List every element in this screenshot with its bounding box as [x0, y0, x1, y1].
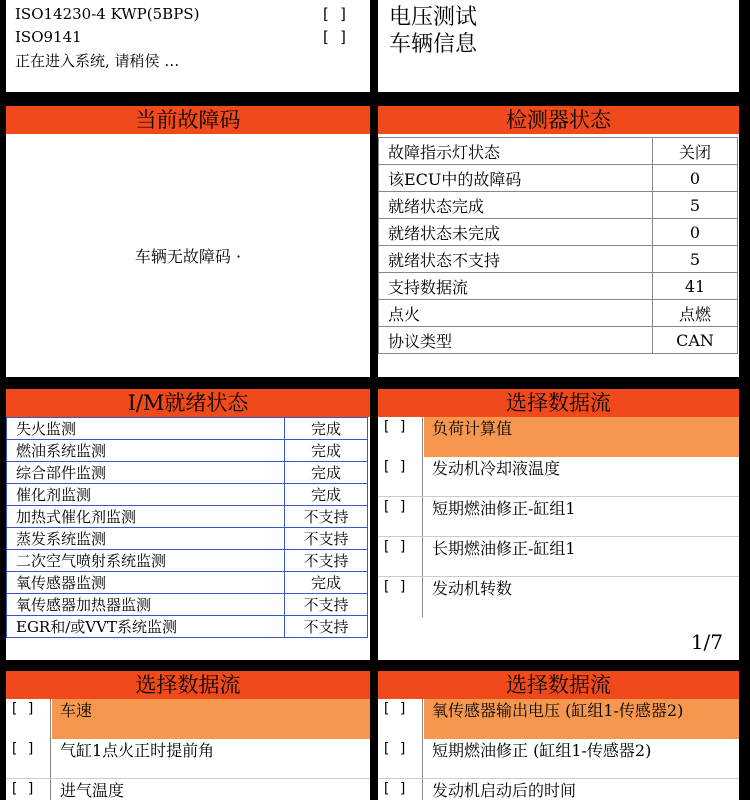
pid-label: 发动机启动后的时间: [432, 781, 577, 800]
divider: [50, 699, 51, 739]
list-item[interactable]: [378, 417, 739, 457]
monitor-status: 完成: [285, 418, 368, 440]
status-value: 0: [653, 165, 738, 192]
status-label: 点火: [379, 300, 653, 327]
pid-label: 短期燃油修正-缸组1: [432, 499, 576, 518]
table-row: [7, 528, 368, 550]
tester-status-panel: [378, 106, 739, 377]
page-indicator: 1/7: [690, 630, 723, 654]
monitor-status: 不支持: [285, 506, 368, 528]
divider: [422, 739, 423, 779]
status-label: 故障指示灯状态: [379, 138, 653, 165]
checkbox[interactable]: [ ]: [382, 741, 408, 757]
monitor-label: 二次空气喷射系统监测: [7, 550, 285, 572]
table-row: [7, 418, 368, 440]
monitor-label: EGR和/或VVT系统监测: [7, 616, 285, 638]
menu-item-voltage-test[interactable]: 电压测试: [389, 5, 478, 30]
table-row: [379, 327, 738, 354]
protocol-iso9141-checkbox[interactable]: [ ]: [320, 28, 348, 46]
monitor-label: 燃油系统监测: [7, 440, 285, 462]
status-label: 就绪状态完成: [379, 192, 653, 219]
checkbox[interactable]: [ ]: [10, 741, 36, 757]
monitor-status: 完成: [285, 462, 368, 484]
checkbox[interactable]: [ ]: [10, 701, 36, 717]
divider: [422, 497, 423, 537]
checkbox[interactable]: [ ]: [382, 701, 408, 717]
status-value: 0: [653, 219, 738, 246]
list-item[interactable]: [378, 779, 739, 800]
pid-label: 进气温度: [60, 781, 125, 800]
pid-label: 长期燃油修正-缸组1: [432, 539, 576, 558]
monitor-status: 完成: [285, 572, 368, 594]
im-readiness-title: I/M就绪状态: [6, 389, 370, 417]
im-readiness-panel: [6, 389, 370, 660]
divider: [422, 537, 423, 577]
table-row: [7, 550, 368, 572]
im-readiness-table: [6, 417, 368, 638]
current-dtc-title: 当前故障码: [6, 106, 370, 134]
list-item[interactable]: [378, 739, 739, 779]
table-row: [379, 273, 738, 300]
pid-label: 短期燃油修正 (缸组1-传感器2): [432, 741, 652, 760]
table-row: [7, 484, 368, 506]
table-row: [379, 138, 738, 165]
table-row: [379, 300, 738, 327]
data-stream-title: 选择数据流: [378, 671, 739, 699]
table-row: [7, 440, 368, 462]
monitor-label: 蒸发系统监测: [7, 528, 285, 550]
table-row: [379, 246, 738, 273]
connecting-status-text: 正在进入系统, 请稍侯 …: [15, 52, 180, 70]
monitor-label: 失火监测: [7, 418, 285, 440]
status-label: 就绪状态未完成: [379, 219, 653, 246]
protocol-kwp-checkbox[interactable]: [ ]: [320, 5, 348, 23]
divider: [422, 779, 423, 800]
divider: [422, 699, 423, 739]
checkbox[interactable]: [ ]: [382, 459, 408, 475]
table-row: [379, 219, 738, 246]
checkbox[interactable]: [ ]: [382, 419, 408, 435]
list-item[interactable]: [6, 699, 370, 739]
monitor-status: 不支持: [285, 550, 368, 572]
status-value: 5: [653, 246, 738, 273]
checkbox[interactable]: [ ]: [10, 781, 36, 797]
monitor-label: 催化剂监测: [7, 484, 285, 506]
monitor-status: 不支持: [285, 616, 368, 638]
pid-label: 车速: [52, 699, 370, 739]
pid-label: 负荷计算值: [424, 417, 739, 457]
list-item[interactable]: [378, 457, 739, 497]
data-stream-title: 选择数据流: [378, 389, 739, 417]
status-value: 5: [653, 192, 738, 219]
tester-status-table: [378, 137, 738, 354]
protocol-panel: [6, 0, 370, 92]
status-value: 41: [653, 273, 738, 300]
data-stream-panel-2: [6, 671, 370, 800]
protocol-option-iso9141[interactable]: ISO9141: [15, 28, 82, 46]
status-label: 就绪状态不支持: [379, 246, 653, 273]
monitor-label: 综合部件监测: [7, 462, 285, 484]
checkbox[interactable]: [ ]: [382, 781, 408, 797]
table-row: [379, 165, 738, 192]
monitor-label: 加热式催化剂监测: [7, 506, 285, 528]
divider: [422, 417, 423, 457]
table-row: [7, 572, 368, 594]
divider: [50, 779, 51, 800]
monitor-status: 不支持: [285, 528, 368, 550]
checkbox[interactable]: [ ]: [382, 499, 408, 515]
current-dtc-panel: [6, 106, 370, 377]
divider: [422, 577, 423, 617]
pid-label: 氧传感器输出电压 (缸组1-传感器2): [424, 699, 739, 739]
table-row: [379, 192, 738, 219]
monitor-status: 完成: [285, 440, 368, 462]
monitor-label: 氧传感器加热器监测: [7, 594, 285, 616]
list-item[interactable]: [6, 779, 370, 800]
status-value: 点燃: [653, 300, 738, 327]
menu-item-vehicle-info[interactable]: 车辆信息: [389, 32, 478, 57]
list-item[interactable]: [6, 739, 370, 779]
data-stream-panel-1: [378, 389, 739, 660]
divider: [422, 457, 423, 497]
divider: [50, 739, 51, 779]
monitor-status: 完成: [285, 484, 368, 506]
checkbox[interactable]: [ ]: [382, 539, 408, 555]
function-menu-panel: [378, 0, 739, 92]
status-label: 协议类型: [379, 327, 653, 354]
list-item[interactable]: [378, 497, 739, 537]
table-row: [7, 594, 368, 616]
status-value: 关闭: [653, 138, 738, 165]
pid-label: 发动机转数: [432, 579, 513, 598]
data-stream-panel-3: [378, 671, 739, 800]
monitor-label: 氧传感器监测: [7, 572, 285, 594]
pid-label: 气缸1点火正时提前角: [60, 741, 215, 760]
status-label: 该ECU中的故障码: [379, 165, 653, 192]
status-label: 支持数据流: [379, 273, 653, 300]
checkbox[interactable]: [ ]: [382, 579, 408, 595]
pid-label: 发动机冷却液温度: [432, 459, 561, 478]
status-value: CAN: [653, 327, 738, 354]
list-item[interactable]: [378, 699, 739, 739]
monitor-status: 不支持: [285, 594, 368, 616]
table-row: [7, 616, 368, 638]
table-row: [7, 462, 368, 484]
protocol-option-kwp[interactable]: ISO14230-4 KWP(5BPS): [15, 5, 200, 23]
list-item[interactable]: [378, 577, 739, 617]
no-dtc-message: 车辆无故障码 ·: [134, 247, 242, 266]
data-stream-title: 选择数据流: [6, 671, 370, 699]
tester-status-title: 检测器状态: [378, 106, 739, 134]
list-item[interactable]: [378, 537, 739, 577]
table-row: [7, 506, 368, 528]
